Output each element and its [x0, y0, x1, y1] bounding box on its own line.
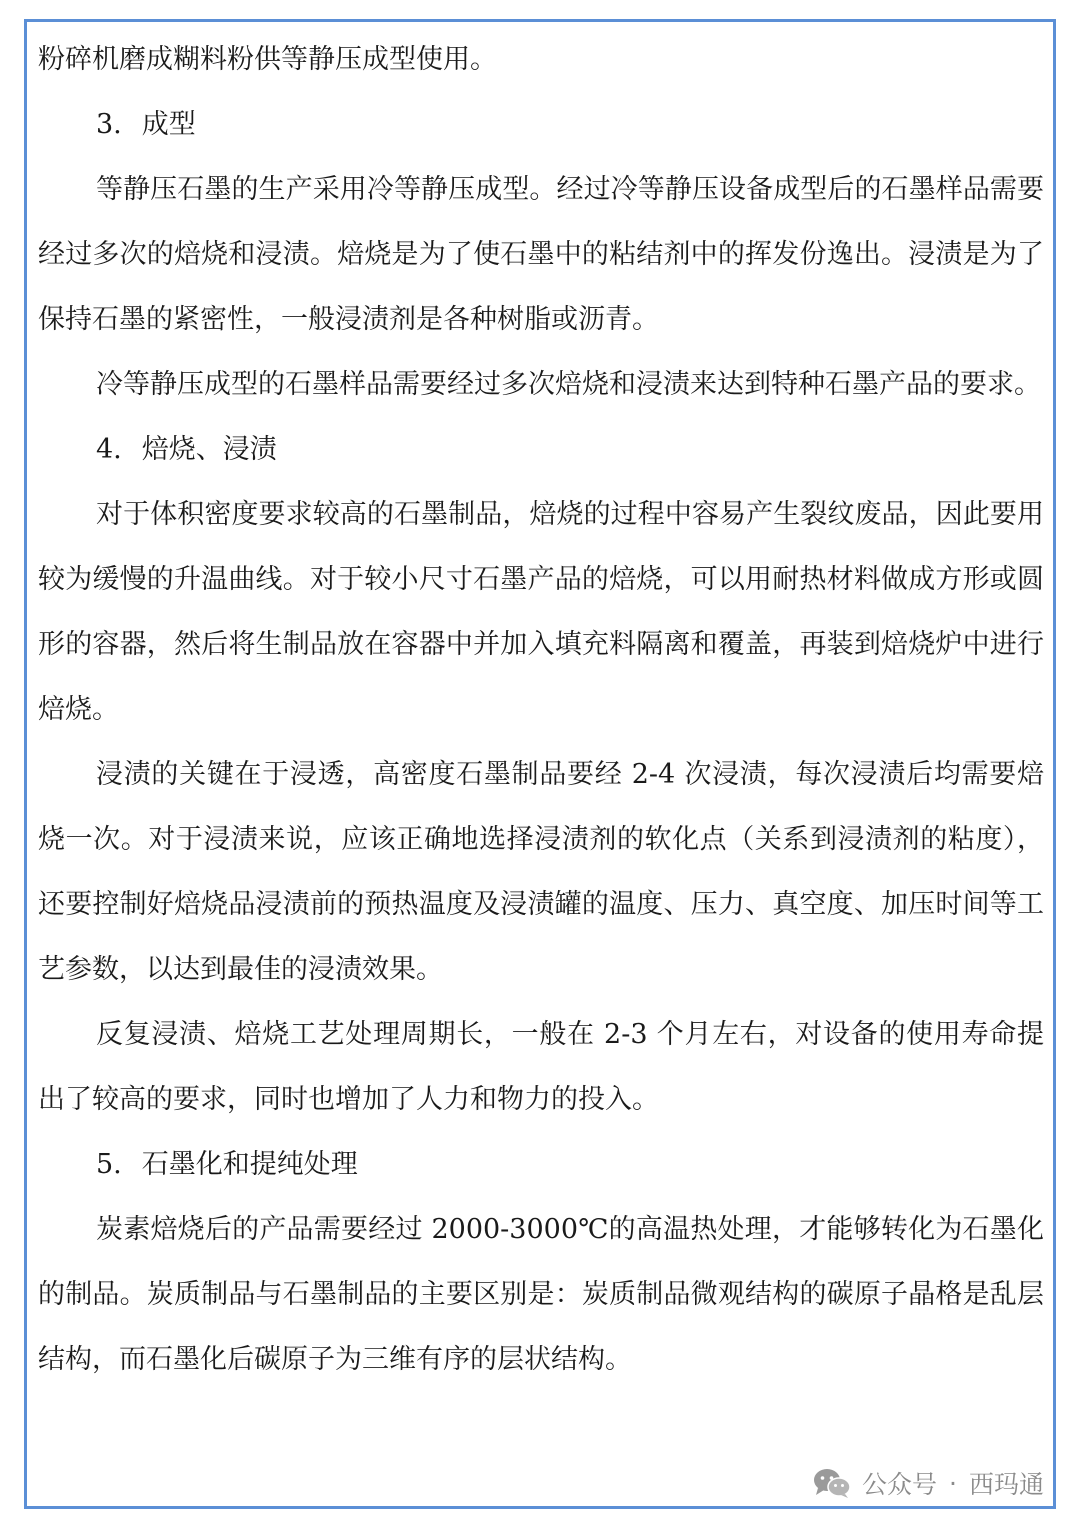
section-title: 焙烧、浸渍 — [141, 434, 277, 465]
wechat-icon — [812, 1467, 852, 1499]
section-heading — [38, 92, 1044, 157]
watermark-account: 西玛通 — [968, 1470, 1044, 1499]
body-paragraph: 炭素焙烧后的产品需要经过 2000-3000℃的高温热处理，才能够转化为石墨化的制品。炭质制品与石墨制品的主要区别是：炭质制品微观结构的碳原子晶格是乱层结构，而石墨化后碳原子为三维有序的层状结构。 — [38, 1214, 1044, 1375]
body-paragraph: 浸渍的关键在于浸透，高密度石墨制品要经 2-4 次浸渍，每次浸渍后均需要焙烧一次。对于浸渍来说，应该正确地选择浸渍剂的软化点（关系到浸渍剂的粘度），还要控制好焙烧品浸渍前的预热温度及浸渍罐的温度、压力、真空度、加压时间等工艺参数，以达到最佳的浸渍效果。 — [38, 759, 1044, 985]
section-heading — [38, 417, 1044, 482]
body-paragraph: 等静压石墨的生产采用冷等静压成型。经过冷等静压设备成型后的石墨样品需要经过多次的焙烧和浸渍。焙烧是为了使石墨中的粘结剂中的挥发份逸出。浸渍是为了保持石墨的紧密性，一般浸渍剂是各种树脂或沥青。 — [38, 174, 1044, 335]
section-title: 成型 — [141, 109, 196, 140]
body-paragraph: 粉碎机磨成糊料粉供等静压成型使用。 — [38, 44, 497, 75]
watermark-label: 公众号 — [862, 1470, 938, 1499]
section-title: 石墨化和提纯处理 — [141, 1149, 358, 1180]
document-body — [38, 27, 1044, 1392]
section-number: 5. — [96, 1149, 122, 1180]
body-paragraph: 冷等静压成型的石墨样品需要经过多次焙烧和浸渍来达到特种石墨产品的要求。 — [96, 369, 1041, 400]
watermark-separator: · — [949, 1468, 957, 1498]
section-number: 4. — [96, 434, 122, 465]
body-paragraph: 反复浸渍、焙烧工艺处理周期长，一般在 2-3 个月左右，对设备的使用寿命提出了较高的要求，同时也增加了人力和物力的投入。 — [38, 1019, 1044, 1115]
section-number: 3. — [96, 109, 122, 140]
watermark — [812, 1463, 1044, 1503]
body-paragraph: 对于体积密度要求较高的石墨制品，焙烧的过程中容易产生裂纹废品，因此要用较为缓慢的升温曲线。对于较小尺寸石墨产品的焙烧，可以用耐热材料做成方形或圆形的容器，然后将生制品放在容器中并加入填充料隔离和覆盖，再装到焙烧炉中进行焙烧。 — [38, 499, 1044, 725]
section-heading — [38, 1132, 1044, 1197]
